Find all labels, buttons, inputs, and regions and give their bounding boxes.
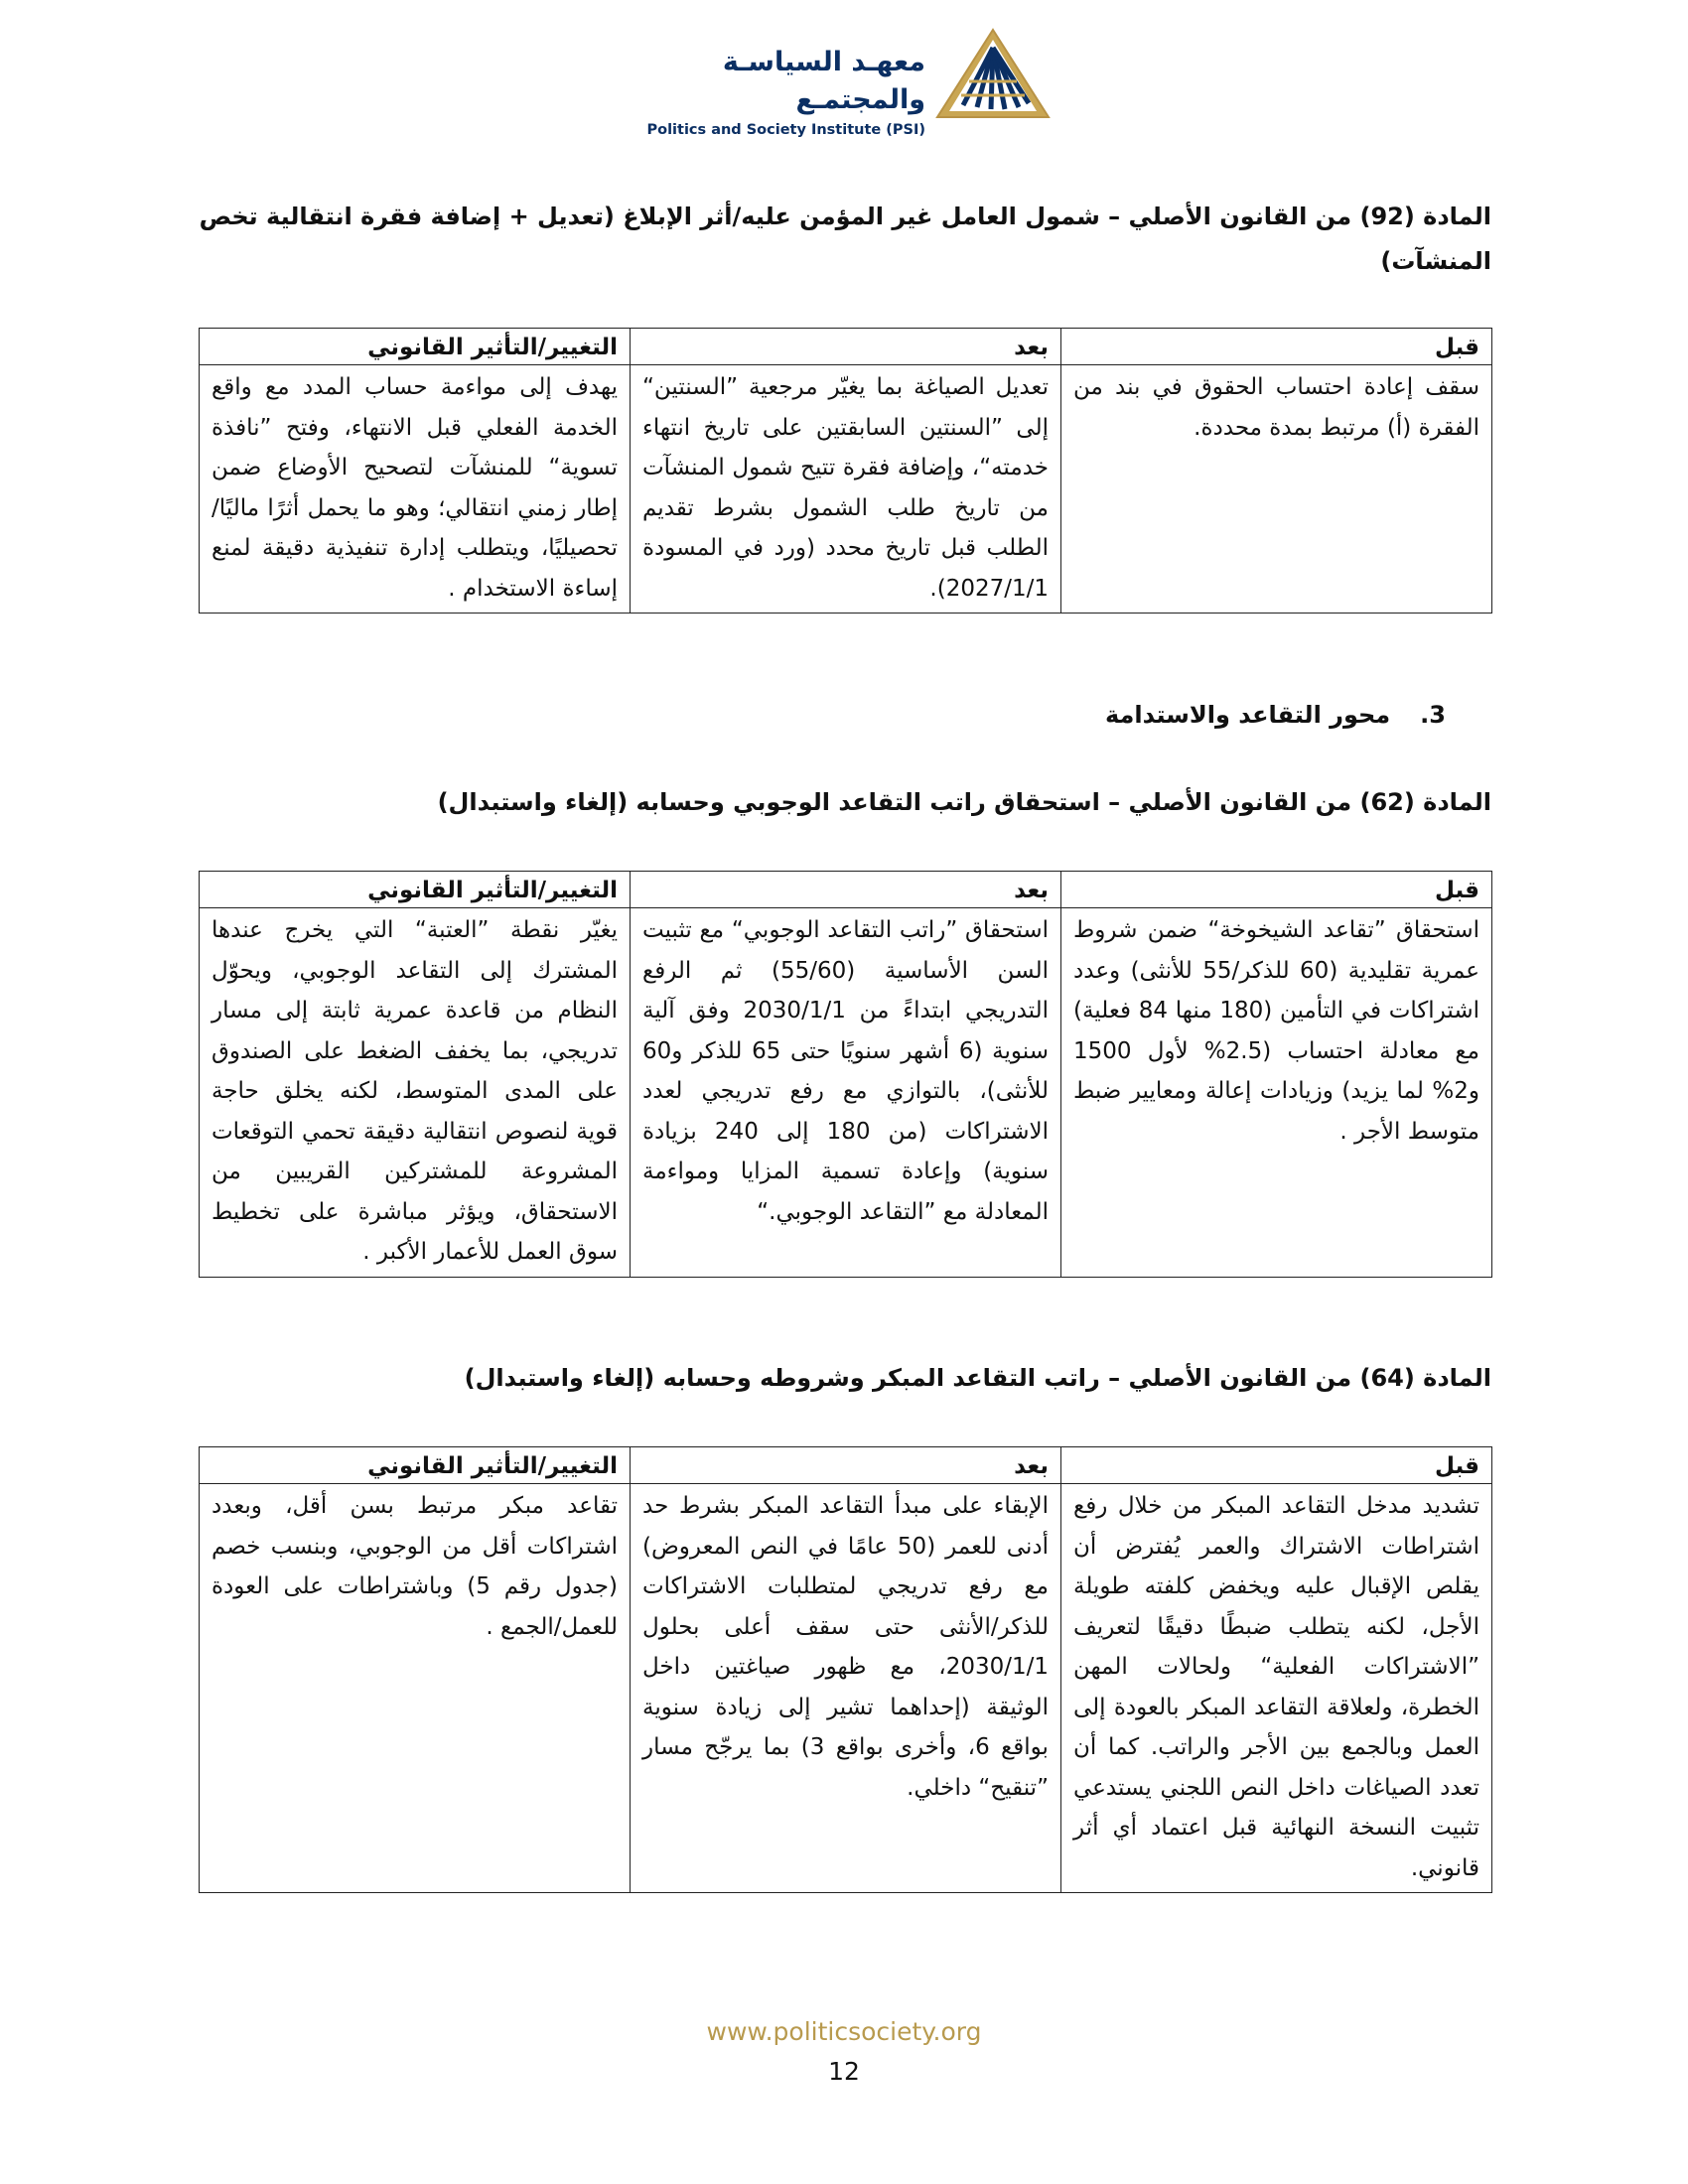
table-row <box>200 1484 1492 1893</box>
column-header-impact: التغيير/التأثير القانوني <box>200 872 631 908</box>
cell-impact: يغيّر نقطة ”العتبة“ التي يخرج عندها المشترك إلى التقاعد الوجوبي، ويحوّل النظام من قاعدة عمرية ثابتة إلى مسار تدريجي، بما يخفف الضغط على الصندوق على المدى المتوسط، لكنه يخلق حاجة قوية لنصوص انتقالية دقيقة تحمي التوقعات المشروعة للمشتركين القريبين من الاستحقاق، ويؤثر مباشرة على تخطيط سوق العمل للأعمار الأكبر . <box>200 908 631 1278</box>
footer-website-link[interactable]: www.politicsociety.org <box>706 2017 982 2046</box>
institute-name-english: Politics and Society Institute (PSI) <box>646 122 925 138</box>
header <box>635 26 1053 138</box>
cell-impact: يهدف إلى مواءمة حساب المدد مع واقع الخدمة الفعلي قبل الانتهاء، وفتح ”نافذة تسوية“ للمنشآت لتصحيح الأوضاع ضمن إطار زمني انتقالي؛ وهو ما يحمل أثرًا ماليًا/تحصيليًا، ويتطلب إدارة تنفيذية دقيقة لمنع إساءة الاستخدام . <box>200 365 631 614</box>
cell-after: تعديل الصياغة بما يغيّر مرجعية ”السنتين“ إلى ”السنتين السابقتين على تاريخ انتهاء خدمته“، وإضافة فقرة تتيح شمول المنشآت من تاريخ طلب الشمول بشرط تقديم الطلب قبل تاريخ محدد (ورد في المسودة 2027/1/1). <box>631 365 1061 614</box>
table-header-row <box>200 872 1492 908</box>
cell-after: استحقاق ”راتب التقاعد الوجوبي“ مع تثبيت السن الأساسية (55/60) ثم الرفع التدريجي ابتداءً من 2030/1/1 وفق آلية سنوية (6 أشهر سنويًا حتى 65 للذكر و60 للأنثى)، بالتوازي مع رفع تدريجي لعدد الاشتراكات (من 180 إلى 240 بزيادة سنوية) وإعادة تسمية المزايا ومواءمة المعادلة مع ”التقاعد الوجوبي.“ <box>631 908 1061 1278</box>
cell-after: الإبقاء على مبدأ التقاعد المبكر بشرط حد أدنى للعمر (50 عامًا في النص المعروض) مع رفع تدريجي لمتطلبات الاشتراكات للذكر/الأنثى حتى سقف أعلى بحلول 2030/1/1، مع ظهور صياغتين داخل الوثيقة (إحداهما تشير إلى زيادة سنوية بواقع 6، وأخرى بواقع 3) بما يرجّح مسار ”تنقيح“ داخلي. <box>631 1484 1061 1893</box>
article-92-heading: المادة (92) من القانون الأصلي – شمول العامل غير المؤمن عليه/أثر الإبلاغ (تعديل + إضافة فقرة انتقالية تخص المنشآت) <box>199 203 1491 275</box>
section-title: محور التقاعد والاستدامة <box>1104 701 1391 729</box>
institute-name-arabic: معهـد السياسـة والمجتمـع <box>722 47 925 115</box>
column-header-before: قبل <box>1061 872 1492 908</box>
column-header-before: قبل <box>1061 1447 1492 1484</box>
section-3-heading <box>199 695 1491 735</box>
cell-before: تشديد مدخل التقاعد المبكر من خلال رفع اشتراطات الاشتراك والعمر يُفترض أن يقلص الإقبال عليه ويخفض كلفته طويلة الأجل، لكنه يتطلب ضبطًا دقيقًا لتعريف ”الاشتراكات الفعلية“ ولحالات المهن الخطرة، ولعلاقة التقاعد المبكر بالعودة إلى العمل وبالجمع بين الأجر والراتب. كما أن تعدد الصياغات داخل النص اللجني يستدعي تثبيت النسخة النهائية قبل اعتماد أي أثر قانوني. <box>1061 1484 1492 1893</box>
article-62-heading: المادة (62) من القانون الأصلي – استحقاق راتب التقاعد الوجوبي وحسابه (إلغاء واستبدال) <box>437 788 1491 816</box>
article-64-heading: المادة (64) من القانون الأصلي – راتب التقاعد المبكر وشروطه وحسابه (إلغاء واستبدال) <box>464 1364 1491 1392</box>
psi-logo-icon <box>933 26 1053 125</box>
column-header-impact: التغيير/التأثير القانوني <box>200 1447 631 1484</box>
column-header-before: قبل <box>1061 329 1492 365</box>
table-header-row <box>200 329 1492 365</box>
article-64-table <box>199 1446 1492 1893</box>
table-row <box>200 365 1492 614</box>
article-92-table <box>199 328 1492 614</box>
section-number: 3. <box>1420 701 1446 729</box>
column-header-after: بعد <box>631 329 1061 365</box>
page-number: 12 <box>828 2057 860 2086</box>
column-header-after: بعد <box>631 1447 1061 1484</box>
logo-text <box>628 44 925 141</box>
column-header-after: بعد <box>631 872 1061 908</box>
table-row <box>200 908 1492 1278</box>
cell-before: استحقاق ”تقاعد الشيخوخة“ ضمن شروط عمرية تقليدية (60 للذكر/55 للأنثى) وعدد اشتراكات في التأمين (180 منها 84 فعلية) مع معادلة احتساب (2.5% لأول 1500 و2% لما يزيد) وزيادات إعالة ومعايير ضبط متوسط الأجر . <box>1061 908 1492 1278</box>
cell-impact: تقاعد مبكر مرتبط بسن أقل، وبعدد اشتراكات أقل من الوجوبي، وبنسب خصم (جدول رقم 5) وباشتراطات على العودة للعمل/الجمع . <box>200 1484 631 1893</box>
column-header-impact: التغيير/التأثير القانوني <box>200 329 631 365</box>
table-header-row <box>200 1447 1492 1484</box>
article-62-table <box>199 871 1492 1278</box>
cell-before: سقف إعادة احتساب الحقوق في بند من الفقرة (أ) مرتبط بمدة محددة. <box>1061 365 1492 614</box>
